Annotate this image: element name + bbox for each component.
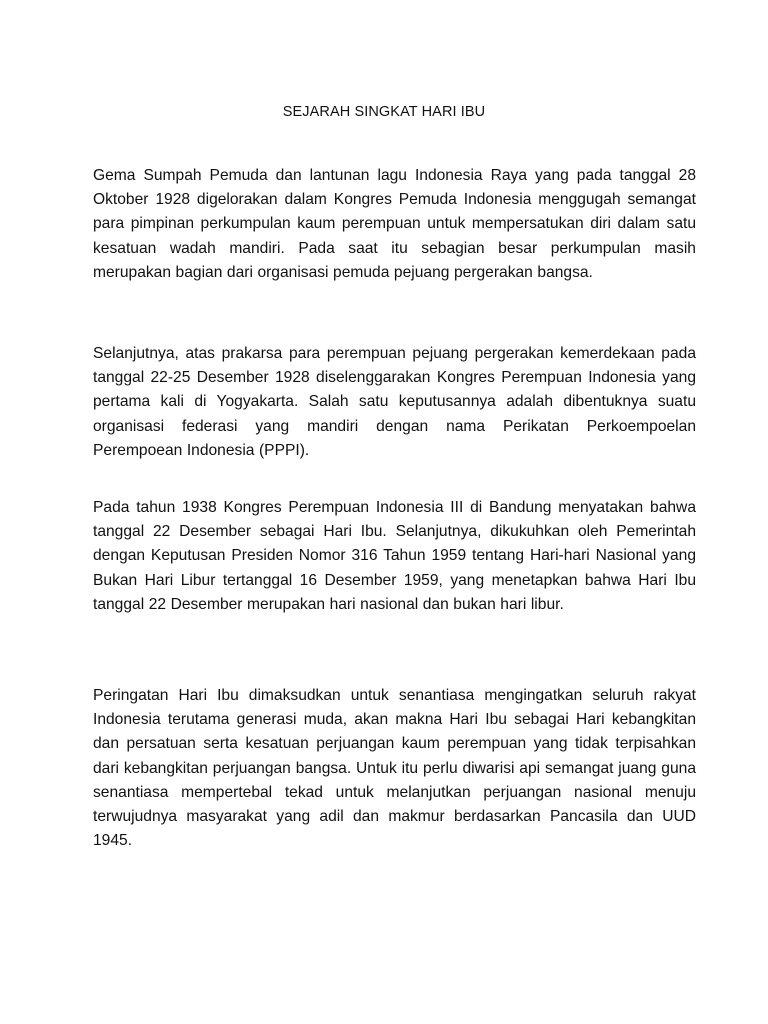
paragraph-4: Peringatan Hari Ibu dimaksudkan untuk senantiasa mengingatkan seluruh rakyat Indonesia terutama generasi muda, akan makna Hari Ibu sebagai Hari kebangkitan dan persatuan serta kesatuan perjuangan kaum perempuan yang tidak terpisahkan dari kebangkitan perjuangan bangsa. Untuk itu perlu diwarisi api semangat juang guna senantiasa mempertebal tekad untuk melanjutkan perjuangan nasional menuju terwujudnya masyarakat yang adil dan makmur berdasarkan Pancasila dan UUD 1945. [93,687,696,850]
paragraph-1: Gema Sumpah Pemuda dan lantunan lagu Indonesia Raya yang pada tanggal 28 Oktober 1928 digelorakan dalam Kongres Pemuda Indonesia menggugah semangat para pimpinan perkumpulan kaum perempuan untuk mempersatukan diri dalam satu kesatuan wadah mandiri. Pada saat itu sebagian besar perkumpulan masih merupakan bagian dari organisasi pemuda pejuang pergerakan bangsa. [93,167,696,281]
document-title: SEJARAH SINGKAT HARI IBU [282,104,486,120]
paragraph-3: Pada tahun 1938 Kongres Perempuan Indonesia III di Bandung menyatakan bahwa tanggal 22 Desember sebagai Hari Ibu. Selanjutnya, dikukuhkan oleh Pemerintah dengan Keputusan Presiden Nomor 316 Tahun 1959 tentang Hari-hari Nasional yang Bukan Hari Libur tertanggal 16 Desember 1959, yang menetapkan bahwa Hari Ibu tanggal 22 Desember merupakan hari nasional dan bukan hari libur. [93,499,696,613]
paragraph-2: Selanjutnya, atas prakarsa para perempuan pejuang pergerakan kemerdekaan pada tanggal 22-25 Desember 1928 diselenggarakan Kongres Perempuan Indonesia yang pertama kali di Yogyakarta. Salah satu keputusannya adalah dibentuknya suatu organisasi federasi yang mandiri dengan nama Perikatan Perkoempoelan Perempoean Indonesia (PPPI). [93,345,696,459]
